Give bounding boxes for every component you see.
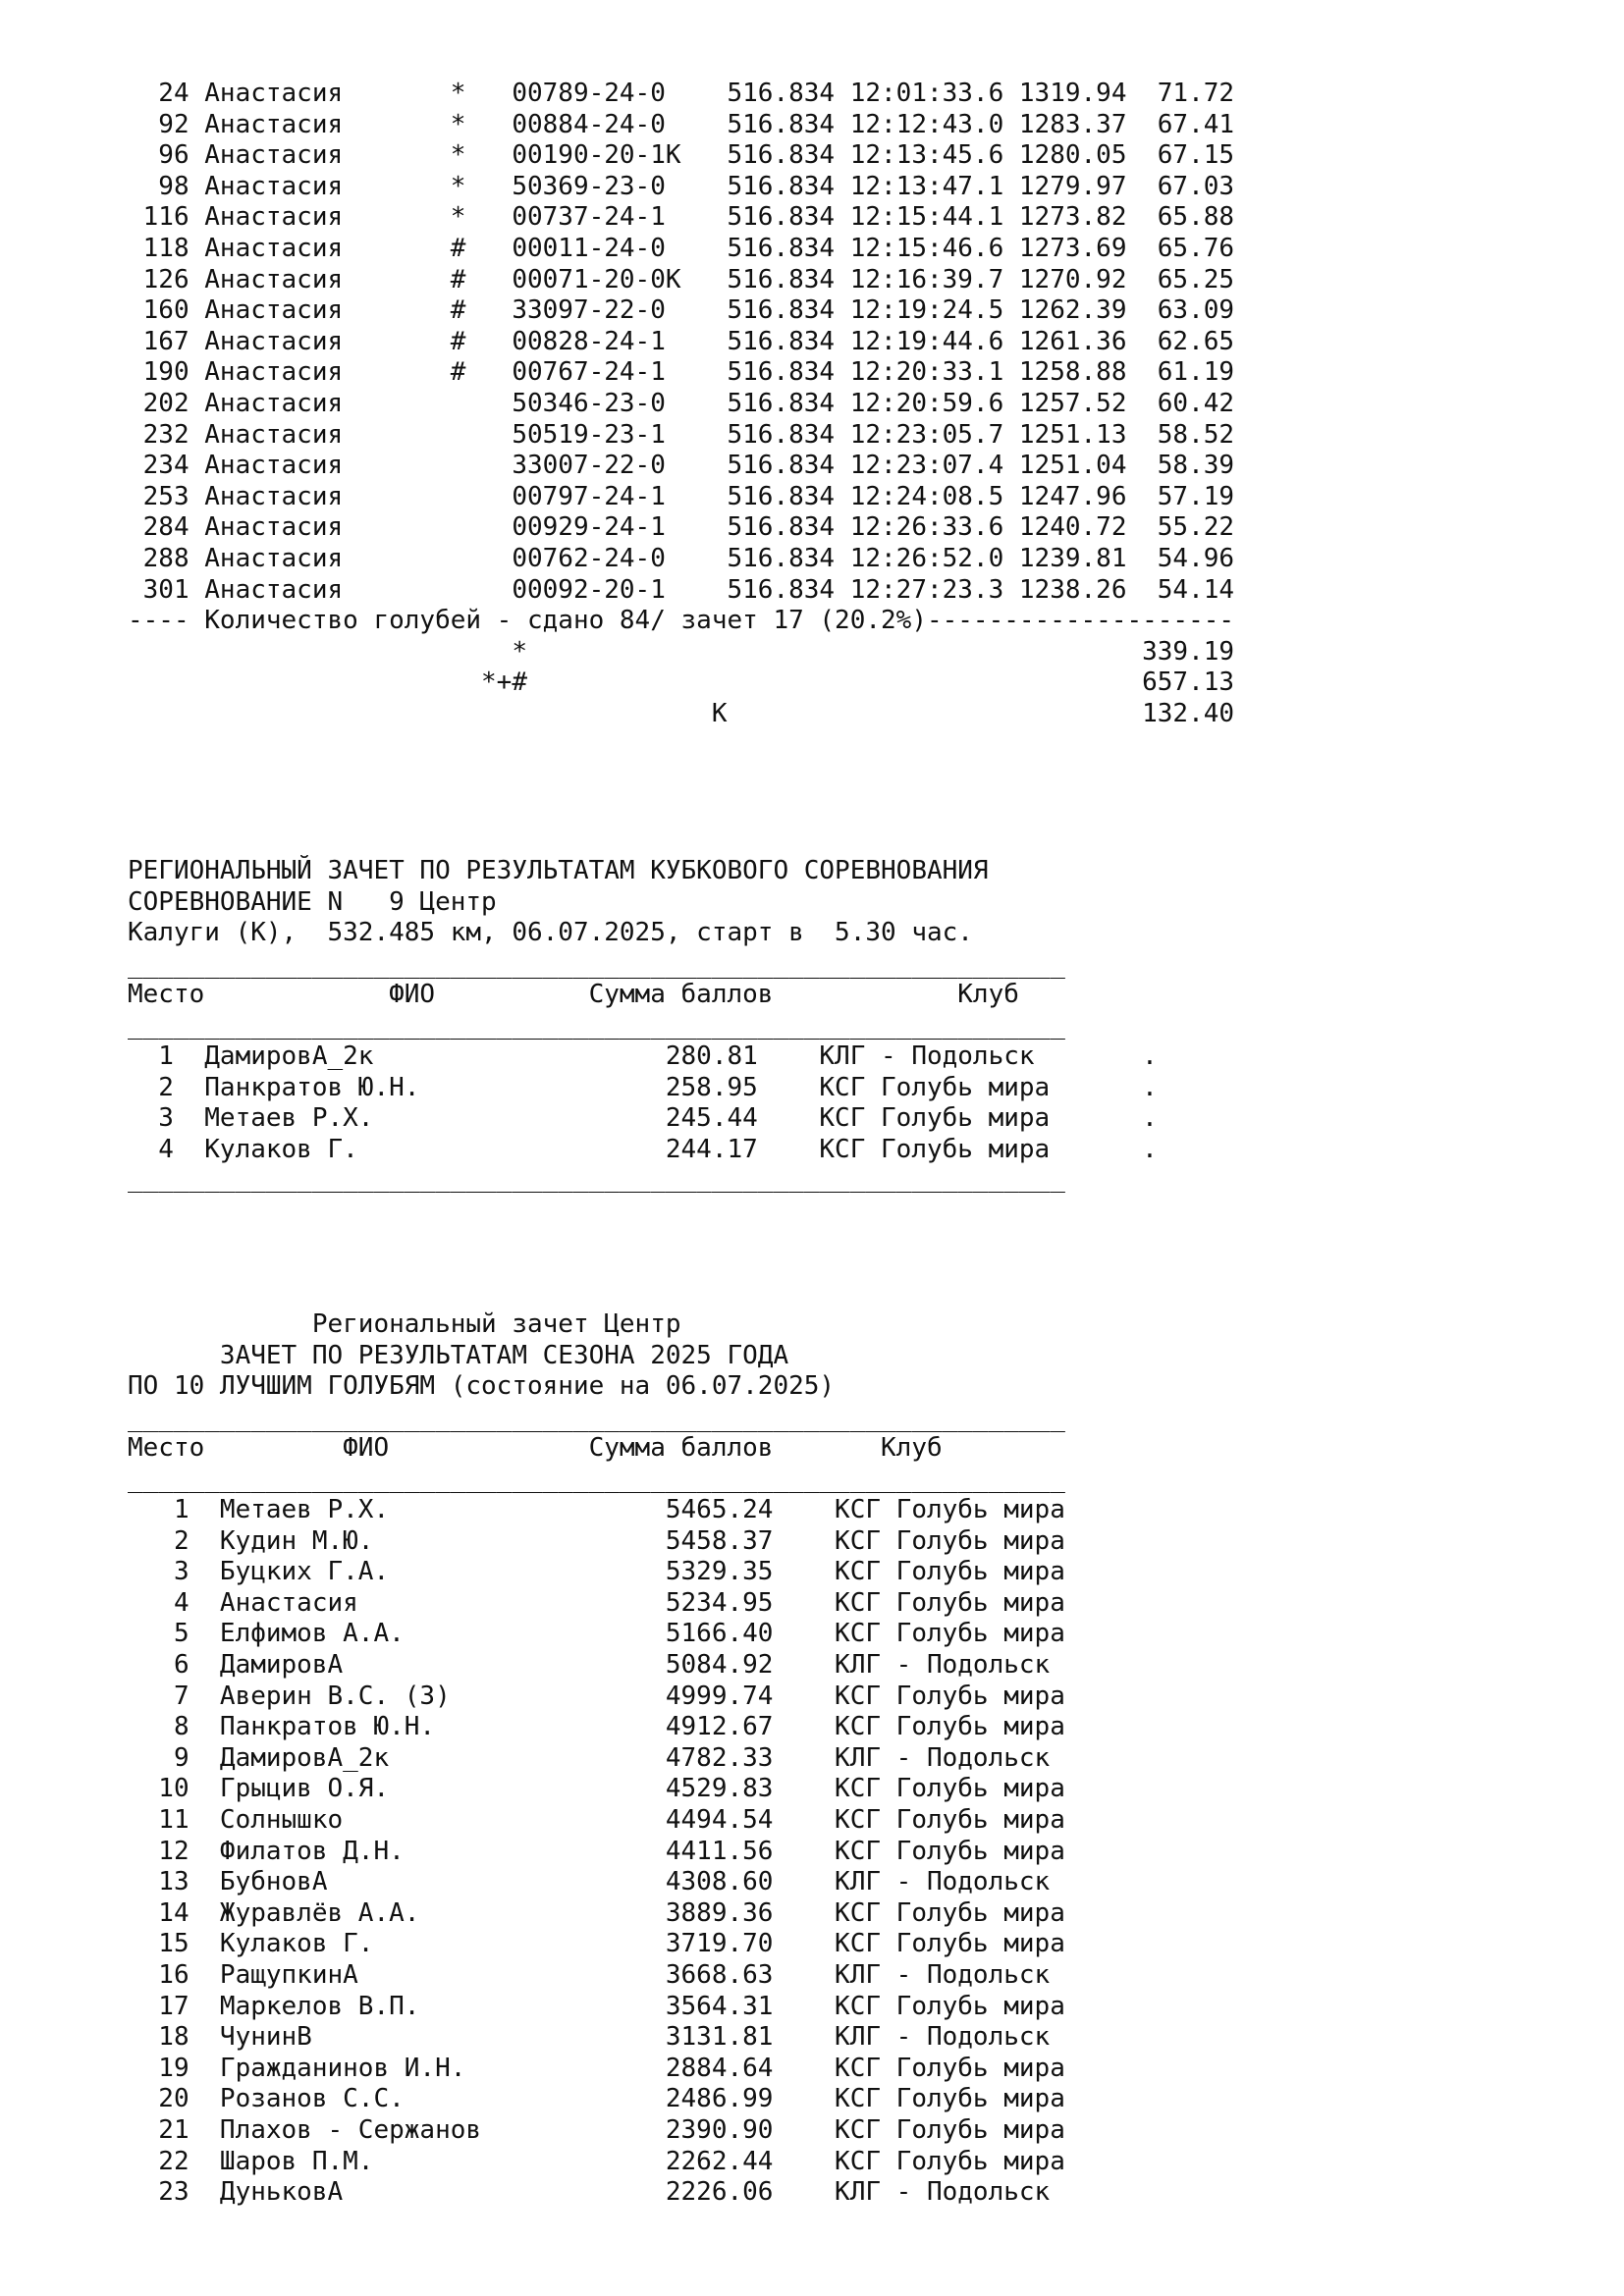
season-row: 6 ДамировА 5084.92 КЛГ - Подольск (128, 1650, 1051, 1680)
season-column-headers: Место ФИО Сумма баллов Клуб (128, 1433, 943, 1463)
season-row: 21 Плахов - Сержанов 2390.90 КСГ Голубь мира (128, 2115, 1065, 2145)
season-row: 18 ЧунинВ 3131.81 КЛГ - Подольск (128, 2022, 1051, 2053)
season-state: ПО 10 ЛУЧШИМ ГОЛУБЯМ (состояние на 06.07.2025) (128, 1371, 836, 1402)
season-row: 9 ДамировА_2к 4782.33 КЛГ - Подольск (128, 1742, 1051, 1773)
season-title: Региональный зачет Центр (128, 1309, 681, 1339)
season-row: 20 Розанов С.С. 2486.99 КСГ Голубь мира (128, 2084, 1065, 2114)
table-rule: _____________________________________________________________ (128, 1164, 1065, 1194)
cup-row: 1 ДамировА_2к 280.81 КЛГ - Подольск . (128, 1041, 1158, 1071)
cup-race-info: Калуги (К), 532.485 км, 06.07.2025, старт в 5.30 час. (128, 918, 973, 948)
result-row: 202 Анастасия 50346-23-0 516.834 12:20:59.6 1257.52 60.42 (128, 389, 1235, 418)
table-rule: _____________________________________________________________ (128, 950, 1065, 980)
result-row: 116 Анастасия * 00737-24-1 516.834 12:15:44.1 1273.82 65.88 (128, 202, 1235, 233)
season-row: 3 Буцких Г.А. 5329.35 КСГ Голубь мира (128, 1557, 1065, 1587)
result-row: 160 Анастасия # 33097-22-0 516.834 12:19:24.5 1262.39 63.09 (128, 295, 1235, 326)
result-row: 232 Анастасия 50519-23-1 516.834 12:23:05.7 1251.13 58.52 (128, 419, 1235, 450)
season-row: 10 Грыцив О.Я. 4529.83 КСГ Голубь мира (128, 1774, 1065, 1804)
subtotal-line: К 132.40 (128, 699, 1235, 728)
season-row: 23 ДуньковА 2226.06 КЛГ - Подольск (128, 2177, 1051, 2208)
result-row: 253 Анастасия 00797-24-1 516.834 12:24:08.5 1247.96 57.19 (128, 481, 1235, 511)
result-row: 167 Анастасия # 00828-24-1 516.834 12:19:44.6 1261.36 62.65 (128, 326, 1235, 356)
cup-row: 2 Панкратов Ю.Н. 258.95 КСГ Голубь мира . (128, 1072, 1158, 1102)
season-row: 15 Кулаков Г. 3719.70 КСГ Голубь мира (128, 1929, 1065, 1959)
result-row: 96 Анастасия * 00190-20-1К 516.834 12:13:45.6 1280.05 67.15 (128, 140, 1235, 171)
season-row: 11 Солнышко 4494.54 КСГ Голубь мира (128, 1805, 1065, 1835)
season-row: 1 Метаев Р.Х. 5465.24 КСГ Голубь мира (128, 1495, 1065, 1524)
season-row: 13 БубновА 4308.60 КЛГ - Подольск (128, 1867, 1051, 1897)
result-row: 118 Анастасия # 00011-24-0 516.834 12:15:46.6 1273.69 65.76 (128, 234, 1235, 263)
subtotal-line: *+# 657.13 (128, 667, 1235, 698)
season-row: 2 Кудин М.Ю. 5458.37 КСГ Голубь мира (128, 1525, 1065, 1556)
season-row: 14 Журавлёв А.А. 3889.36 КСГ Голубь мира (128, 1897, 1065, 1928)
table-rule: _____________________________________________________________ (128, 1011, 1065, 1041)
season-row: 7 Аверин В.С. (З) 4999.74 КСГ Голубь мира (128, 1681, 1065, 1711)
subtotal-line: * 339.19 (128, 636, 1235, 667)
result-row: 190 Анастасия # 00767-24-1 516.834 12:20:33.1 1258.88 61.19 (128, 357, 1235, 388)
season-subtitle: ЗАЧЕТ ПО РЕЗУЛЬТАТАМ СЕЗОНА 2025 ГОДА (128, 1340, 789, 1370)
cup-competition: СОРЕВНОВАНИЕ N 9 Центр (128, 886, 497, 917)
season-row: 17 Маркелов В.П. 3564.31 КСГ Голубь мира (128, 1991, 1065, 2021)
result-row: 284 Анастасия 00929-24-1 516.834 12:26:33.6 1240.72 55.22 (128, 512, 1235, 543)
cup-title: РЕГИОНАЛЬНЫЙ ЗАЧЕТ ПО РЕЗУЛЬТАТАМ КУБКОВОГО СОРЕВНОВАНИЯ (128, 856, 989, 885)
season-row: 5 Елфимов А.А. 5166.40 КСГ Голубь мира (128, 1619, 1065, 1649)
results-summary: ---- Количество голубей - сдано 84/ зачет 17 (20.2%)-------------------- (128, 606, 1235, 636)
result-row: 24 Анастасия * 00789-24-0 516.834 12:01:33.6 1319.94 71.72 (128, 79, 1235, 108)
cup-column-headers: Место ФИО Сумма баллов Клуб (128, 980, 1019, 1009)
cup-row: 4 Кулаков Г. 244.17 КСГ Голубь мира . (128, 1134, 1158, 1164)
result-row: 234 Анастасия 33007-22-0 516.834 12:23:07.4 1251.04 58.39 (128, 451, 1235, 481)
season-row: 4 Анастасия 5234.95 КСГ Голубь мира (128, 1587, 1065, 1618)
result-row: 301 Анастасия 00092-20-1 516.834 12:27:23.3 1238.26 54.14 (128, 574, 1235, 605)
season-row: 16 РащупкинА 3668.63 КЛГ - Подольск (128, 1960, 1051, 1990)
result-row: 92 Анастасия * 00884-24-0 516.834 12:12:43.0 1283.37 67.41 (128, 109, 1235, 139)
result-row: 288 Анастасия 00762-24-0 516.834 12:26:52.0 1239.81 54.96 (128, 544, 1235, 573)
season-row: 22 Шаров П.М. 2262.44 КСГ Голубь мира (128, 2146, 1065, 2176)
season-row: 19 Гражданинов И.Н. 2884.64 КСГ Голубь мира (128, 2053, 1065, 2083)
season-row: 12 Филатов Д.Н. 4411.56 КСГ Голубь мира (128, 1836, 1065, 1866)
table-rule: _____________________________________________________________ (128, 1465, 1065, 1494)
season-row: 8 Панкратов Ю.Н. 4912.67 КСГ Голубь мира (128, 1712, 1065, 1742)
cup-row: 3 Метаев Р.Х. 245.44 КСГ Голубь мира . (128, 1103, 1158, 1134)
result-row: 126 Анастасия # 00071-20-0К 516.834 12:16:39.7 1270.92 65.25 (128, 264, 1235, 294)
table-rule: _____________________________________________________________ (128, 1404, 1065, 1433)
result-row: 98 Анастасия * 50369-23-0 516.834 12:13:47.1 1279.97 67.03 (128, 171, 1235, 201)
